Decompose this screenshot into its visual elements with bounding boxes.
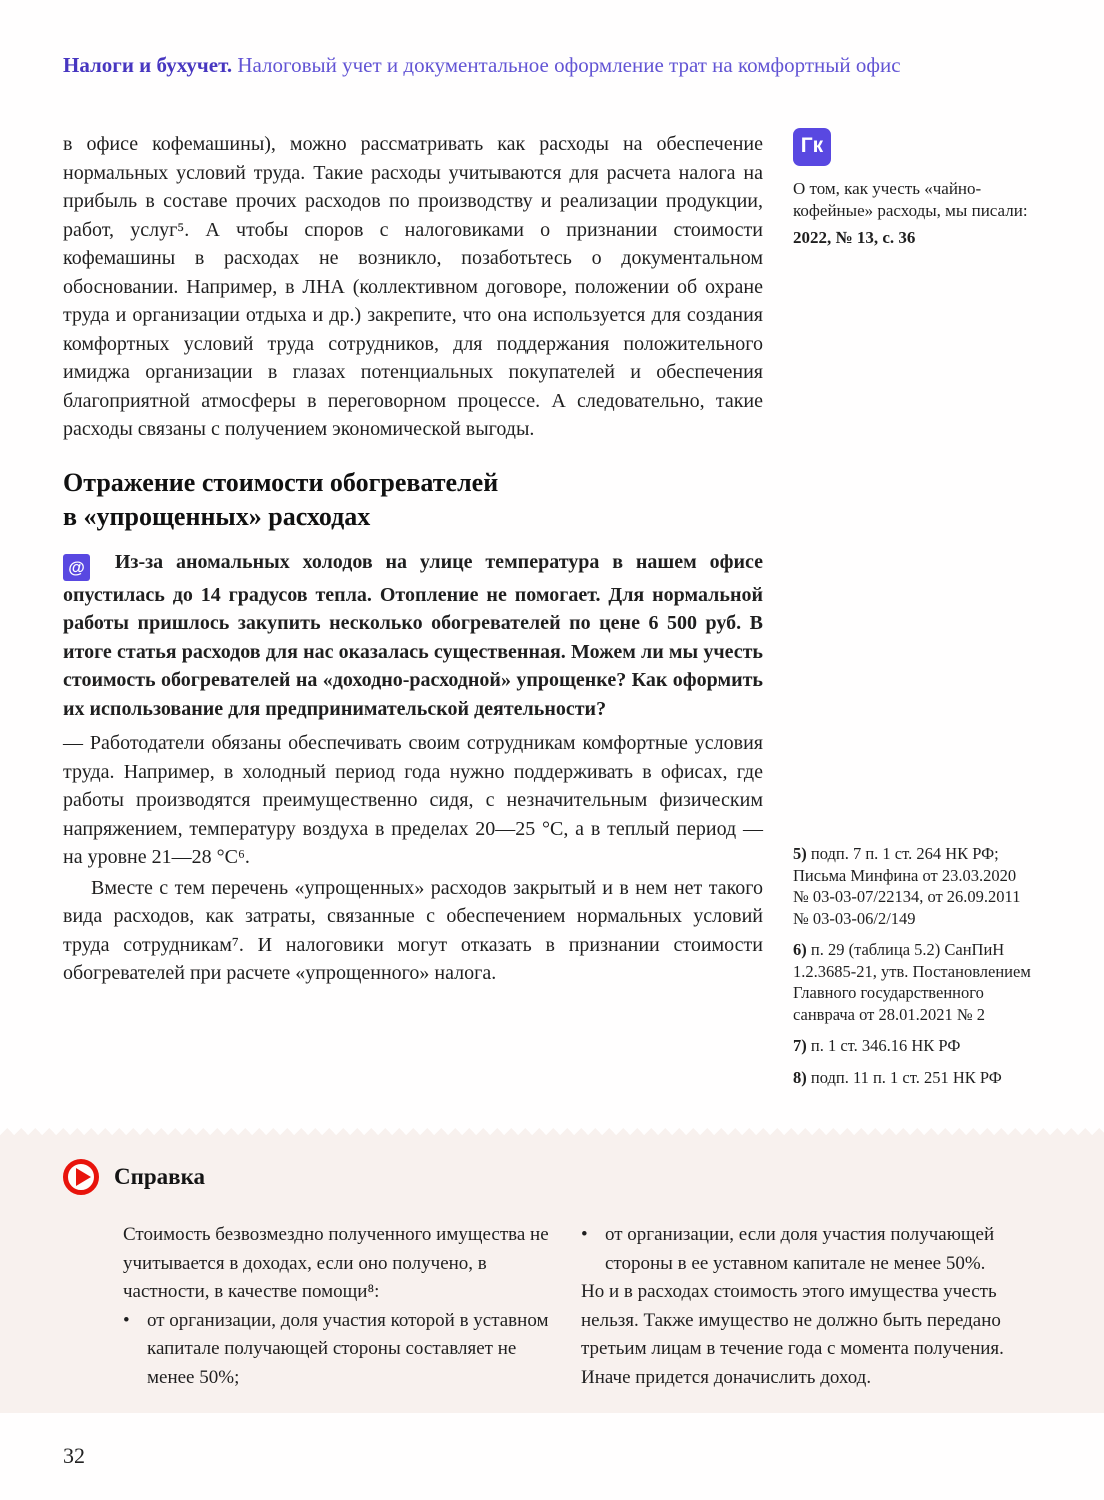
reference-right-bullet-item — [581, 1221, 1041, 1278]
reference-box-title: Справка — [114, 1164, 205, 1189]
bullet-icon: • — [123, 1309, 130, 1331]
footnote-6-text: п. 29 (таблица 5.2) СанПиН 1.2.3685-21, утв. Постановлением Главного государственного санврача от 28.01.2021 № 2 — [793, 940, 1031, 1024]
reference-left-bullet-text: от организации, доля участия которой в уставном капитале получающей стороны составляет не менее 50%; — [147, 1309, 549, 1388]
footnote-8-number: 8) — [793, 1067, 807, 1087]
footnote-7 — [793, 1035, 1033, 1057]
answer-paragraph-2: Вместе с тем перечень «упрощенных» расходов закрытый и в нем нет такого вида расходов, как затраты, связанные с обеспечением нормальных условий труда сотрудникам⁷. И налоговики могут отказать в признании стоимости обогревателей при расчете «упрощенного» налога. — [63, 876, 763, 984]
running-head — [63, 52, 1053, 79]
at-icon: @ — [63, 554, 90, 581]
sidebar-note: О том, как учесть «чайно-кофейные» расходы, мы писали: — [793, 179, 1028, 220]
footnotes-list — [793, 843, 1033, 1098]
footnote-6-number: 6) — [793, 940, 807, 959]
reference-right-text: Но и в расходах стоимость этого имущества учесть нельзя. Также имущество не должно быть передано третьим лицам в течение года с момента получения. Иначе придется доначислить доход. — [581, 1281, 1004, 1388]
footnote-6 — [793, 939, 1033, 1025]
reference-left-intro: Стоимость безвозмездно полученного имущества не учитывается в доходах, если оно получено, в частности, в качестве помощи⁸: — [123, 1224, 549, 1302]
bullet-icon: • — [581, 1224, 588, 1245]
reference-right-bullet-text: от организации, если доля участия получающей стороны в ее уставном капитале не менее 50%. — [605, 1224, 995, 1274]
reference-left-bullet-item — [123, 1307, 563, 1393]
reader-question — [63, 548, 763, 724]
footnote-7-number: 7) — [793, 1036, 807, 1055]
footnote-5-text: подп. 7 п. 1 ст. 264 НК РФ; Письма Минфина от 23.03.2020 № 03-03-07/22134, от 26.09.2011 № 03-03-06/2/149 — [793, 844, 1021, 928]
play-triangle-icon — [76, 1168, 91, 1186]
article-body — [63, 130, 763, 988]
reference-box-columns — [123, 1221, 1041, 1392]
footnote-8 — [793, 1067, 1033, 1089]
reference-box — [0, 1128, 1104, 1413]
footnote-7-text: п. 1 ст. 346.16 НК РФ — [810, 1036, 961, 1055]
footnote-5 — [793, 843, 1033, 929]
reference-box-header — [63, 1159, 1041, 1195]
zigzag-edge — [0, 1128, 1104, 1135]
reference-box-body — [0, 1135, 1104, 1413]
article-title: Налоговый учет и документальное оформление трат на комфортный офис — [237, 53, 901, 77]
intro-paragraph: в офисе кофемашины), можно рассматривать как расходы на обеспечение нормальных условий труда. Такие расходы учитываются для расчета налога на прибыль в составе прочих расходов по производству и реализации продукции, работ, услуг⁵. А чтобы споров с налоговиками о признании стоимости кофемашины в расходах не возникло, позаботьтесь о документальном обосновании. Например, в ЛНА (коллективном договоре, положении об охране труда и организации отдыха и др.) закрепите, что она используется для создания комфортных условий труда сотрудников, для поддержания положительного имиджа организации в глазах потенциальных покупателей и обеспечения благоприятной атмосферы в переговорном процессе. А следовательно, такие расходы связаны с получением экономической выгоды. — [63, 133, 763, 440]
section-label: Налоги и бухучет. — [63, 53, 233, 77]
gk-logo: Гк — [793, 128, 831, 166]
play-icon — [63, 1159, 99, 1195]
answer-paragraph-1: — Работодатели обязаны обеспечивать своим сотрудникам комфортные условия труда. Например, в холодный период года нужно поддерживать в офисах, где работы производятся преимущественно сидя, с незначительным физическим напряжением, температуру воздуха в пределах 20—25 °C, а в теплый период — на уровне 21—28 °C⁶. — [63, 732, 763, 868]
footnote-8-text: подп. 11 п. 1 ст. 251 НК РФ — [810, 1067, 1002, 1087]
page-number: 32 — [63, 1443, 85, 1468]
reference-left-column — [123, 1221, 563, 1392]
section-heading-line1: Отражение стоимости обогревателей — [63, 467, 499, 497]
sidebar-issue-reference: 2022, № 13, с. 36 — [793, 228, 916, 247]
section-heading — [63, 466, 763, 534]
question-text: Из-за аномальных холодов на улице температура в нашем офисе опустилась до 14 градусов тепла. Отопление не помогает. Для нормальной работы пришлось закупить несколько обогревателей по цене 6 500 руб. В итоге статья расходов для нас оказалась существенная. Можем ли мы учесть стоимость обогревателей на «доходно-расходной» упрощенке? Как оформить их использование для предпринимательской деятельности? — [63, 550, 764, 720]
reference-right-column — [581, 1221, 1041, 1392]
footnote-5-number: 5) — [793, 844, 807, 863]
sidebar-reference — [793, 128, 1037, 249]
section-heading-line2: в «упрощенных» расходах — [63, 501, 371, 531]
